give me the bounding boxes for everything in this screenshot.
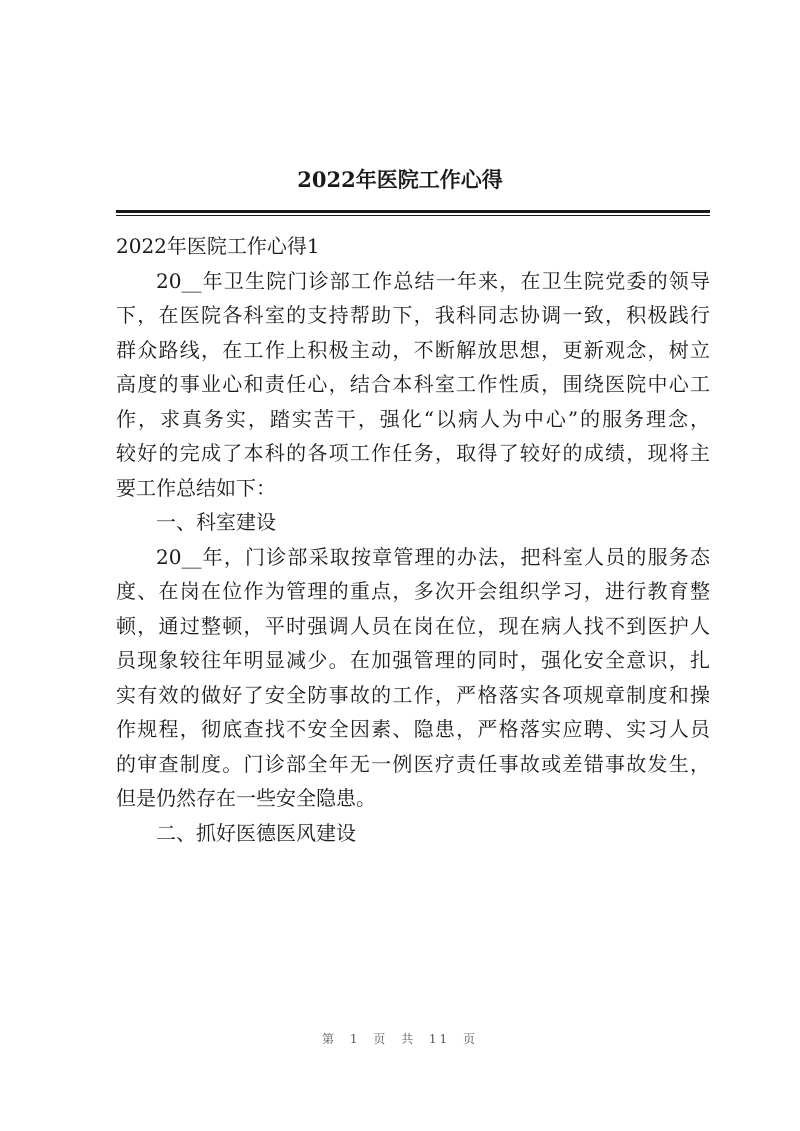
paragraph-intro — [116, 264, 710, 506]
paragraph-line: 但是仍然存在一些安全隐患。 — [116, 786, 376, 810]
section-heading: 二、抓好医德医风建设 — [156, 820, 356, 845]
paragraph-line: 作，求真务实，踏实苦干，强化“以病人为中心”的服务理念， — [116, 406, 710, 431]
title-rule-thick — [116, 210, 710, 213]
paragraph-department-building — [116, 540, 710, 816]
heading-department-building — [116, 505, 710, 540]
page-number-footer: 第 1 页 共 11 页 — [322, 1032, 478, 1046]
title-rule-thin — [116, 215, 710, 216]
paragraph-line: 高度的事业心和责任心，结合本科室工作性质，围绕医院中心工 — [116, 372, 710, 396]
paragraph-line: 20__年，门诊部采取按章管理的办法，把科室人员的服务态 — [156, 544, 710, 569]
document-body — [116, 229, 710, 850]
paragraph-line: 顿，通过整顿，平时强调人员在岗在位，现在病人找不到医护人 — [116, 613, 710, 638]
paragraph-line: 的审查制度。门诊部全年无一例医疗责任事故或差错事故发生， — [116, 751, 710, 776]
heading-medical-ethics — [116, 816, 710, 851]
paragraph-line: 实有效的做好了安全防事故的工作，严格落实各项规章制度和操 — [116, 682, 710, 707]
section-heading: 2022年医院工作心得1 — [116, 234, 320, 258]
section-heading: 一、科室建设 — [156, 510, 276, 534]
document-title: 2022年医院工作心得 — [297, 167, 503, 192]
paragraph-line: 要工作总结如下： — [116, 475, 276, 500]
paragraph-line: 下，在医院各科室的支持帮助下，我科同志协调一致，积极践行 — [116, 303, 710, 327]
paragraph-line: 20__年卫生院门诊部工作总结一年来，在卫生院党委的领导 — [156, 268, 710, 293]
paragraph-line: 作规程，彻底查找不安全因素、隐患，严格落实应聘、实习人员 — [116, 717, 710, 741]
paragraph-line: 度、在岗在位作为管理的重点，多次开会组织学习，进行教育整 — [116, 579, 710, 603]
paragraph-line: 较好的完成了本科的各项工作任务，取得了较好的成绩，现将主 — [116, 441, 710, 465]
paragraph-line: 员现象较往年明显减少。在加强管理的同时，强化安全意识，扎 — [116, 648, 710, 672]
paragraph-line: 群众路线，在工作上积极主动，不断解放思想，更新观念，树立 — [116, 337, 710, 362]
